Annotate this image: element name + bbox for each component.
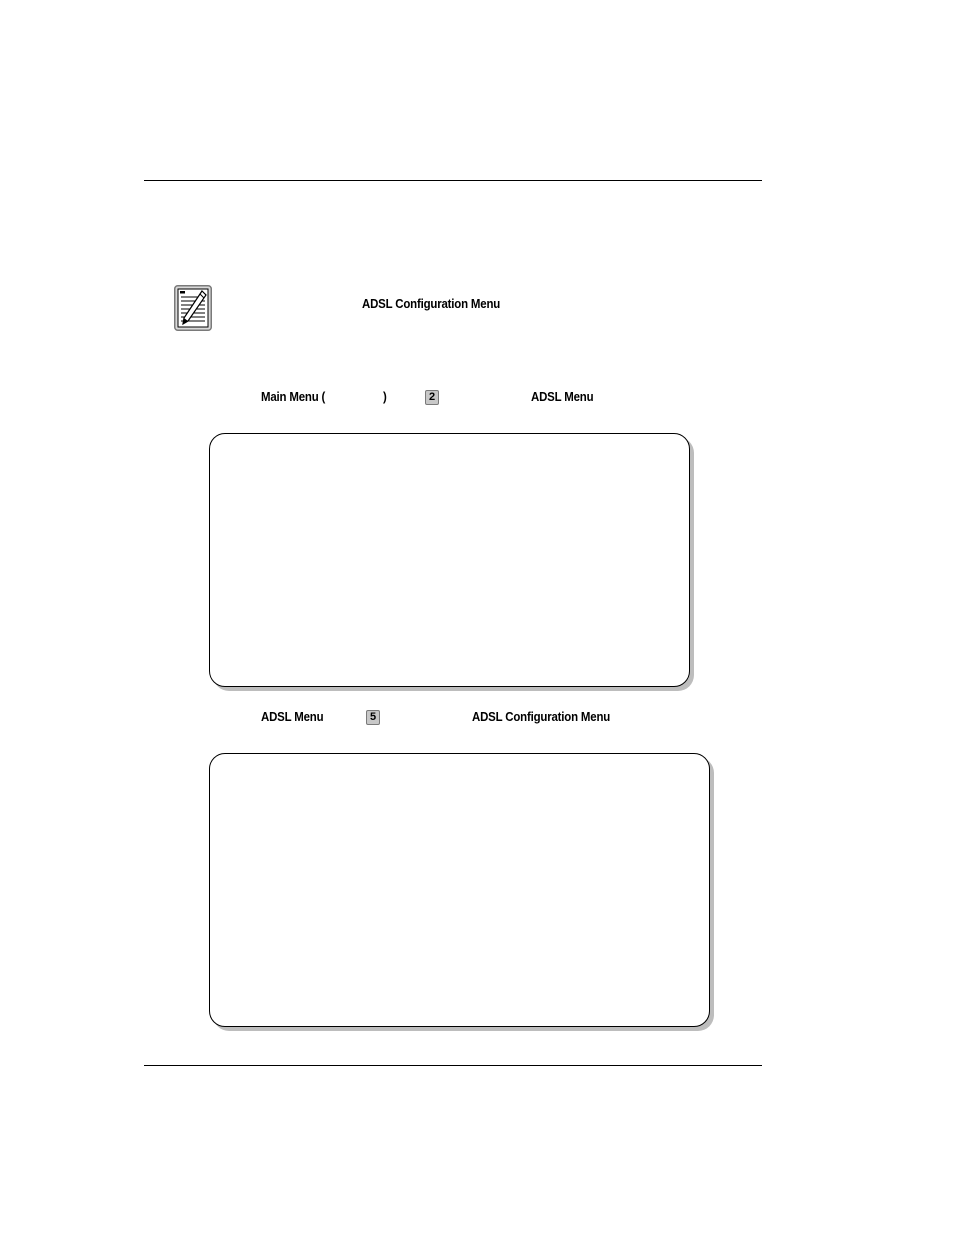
- step2-adsl-menu-label: ADSL Menu: [261, 709, 324, 724]
- header-rule: [144, 180, 762, 181]
- step2-adsl-config-menu-label: ADSL Configuration Menu: [472, 709, 611, 724]
- footer-rule: [144, 1065, 762, 1066]
- key-2: 2: [425, 390, 439, 405]
- adsl-menu-screen: [209, 433, 690, 687]
- step1-adsl-menu-label: ADSL Menu: [531, 389, 594, 404]
- adsl-configuration-menu-screen: [209, 753, 710, 1027]
- key-5: 5: [366, 710, 380, 725]
- step1-paren-close: ): [383, 389, 387, 404]
- note-menu-name: ADSL Configuration Menu: [362, 296, 501, 311]
- step1-main-menu-label: Main Menu (: [261, 389, 326, 404]
- note-pad-pencil-icon: [174, 285, 212, 331]
